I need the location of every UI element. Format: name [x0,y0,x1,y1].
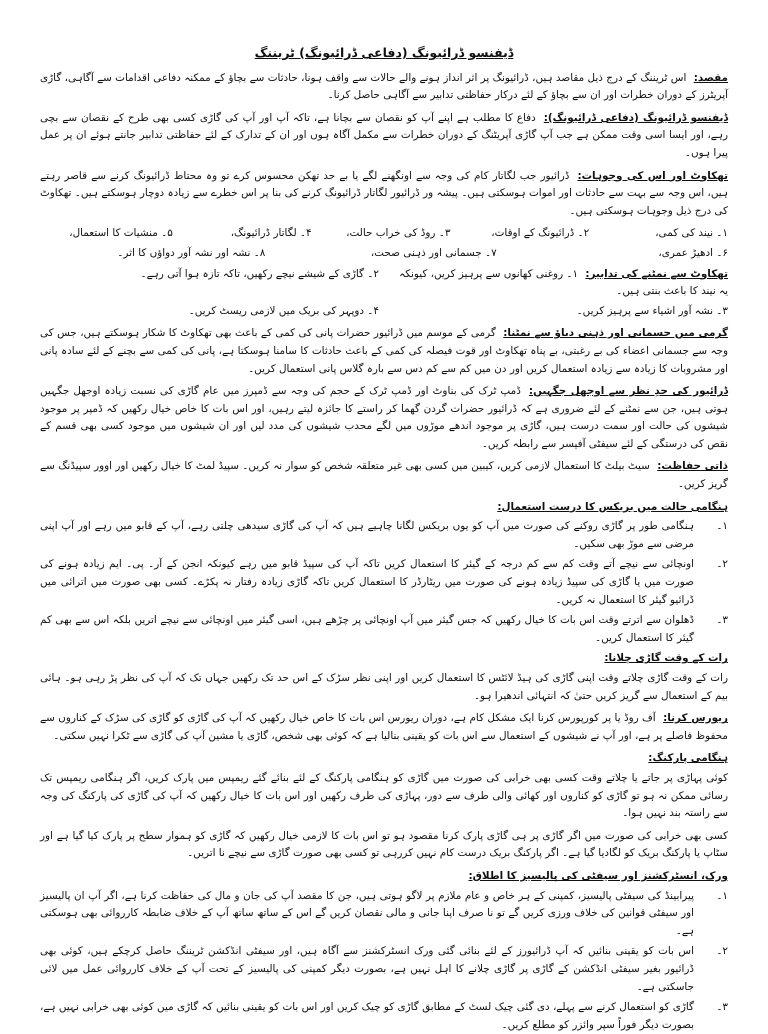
night-driving-text: رات کے وقت گاڑی چلاتے وقت اپنی گاڑی کی ہیڈ لائٹس کا استعمال کریں اور اپنی نظر سڑک کے اس حد تک رکھیں جہاں تک کہ آپ کی نظر پڑ رہی ہو۔ ہائی بیم کے استعمال سے گریز کریں حتیٰ کہ انتہائی اندھیرا ہو۔ [40,672,728,702]
emergency-parking-text-2: کسی بھی خرابی کی صورت میں اگر گاڑی پر ہی گاڑی پارک کرنا مقصود ہو تو اس بات کا لازمی خیال رکھیں کہ گاڑی کو ہموار سطح پر پارک کیا گیا ہے اور سٹاپ یا پارکنگ بریک کو لگادیا گیا ہے۔ اگر پارکنگ بریک درست کام نہیں کررہی تو کسی بھی صورت گاڑی سے نیچے نا اتریں۔ [40,829,728,860]
fatigue-cause: ۱۔ نیند کی کمی، [655,227,728,240]
definition-paragraph [40,110,728,163]
list-number: ۲۔ [716,945,728,958]
fatigue-measure [389,266,728,301]
fatigue-cause: ۸۔ نشہ اور نشہ آور دواؤں کا اثر۔ [117,246,266,259]
heat-label: گرمی میں جسمانی اور ذہنی دباؤ سے نمٹنا: [503,327,728,340]
fatigue-text: ڈرائیور جب لگاتار کام کی وجہ سے اونگھنے لگے یا بے حد تھکن محسوس کرے تو وہ محتاط ڈرائیونگ کرنے سے قاصر رہتے ہیں، اس وجہ سے بہت سے حادثات اور اموات ہوسکتی ہیں۔ پیشہ ور ڈرائیور لگاتار ڈرائیونگ کرنے کی بنا پر اس خطرے سے زیادہ دوچار ہوسکتے ہیں۔ تھکاوٹ کی درج ذیل وجوہات ہوسکتی ہیں۔ [40,169,728,217]
fatigue-cause: ۴۔ لگاتار ڈرائیونگ، [230,227,312,240]
emergency-parking-heading: ہنگامی پارکنگ: [648,752,728,765]
fatigue-measure: ۳۔ نشہ آور اشیاء سے پرہیز کریں۔ [576,304,728,317]
fatigue-measures-row-2 [40,303,728,321]
list-item [40,612,728,647]
objective-text: اس ٹریننگ کے درج ذیل مقاصد ہیں، ڈرائیونگ پر اثر انداز ہونے والے حالات سے واقف ہونا، حادثات سے بچاؤ کے ممکنہ دفاعی اقدامات سے آگاہی، گاڑی آپریٹرز کے دوران خطرات اور ان سے بچاؤ کے لئے درکار حفاظتی تدابیر سے آگاہی حاصل کرنا۔ [40,71,728,102]
list-number: ۲۔ [716,558,728,571]
emergency-parking-text-1: کوئی پہاڑی پر جاتے یا چلاتے وقت کسی بھی خرابی کی صورت میں گاڑی کو ہنگامی پارکنگ کے لئے بنائے گئے ریمپس میں پارک کریں، اگر ہنگامی ریمپس تک رسائی ممکن نہ ہو تو گاڑی کو کناروں اور کھائی والی طرف سے دور، پہاڑی کی طرف رکھیں اور اس بات کا خیال رکھیں کہ آپ کی گاڑی کی پارکنگ کی وجہ سے راستہ بند نہیں ہوا۔ [40,771,728,820]
objective-paragraph [40,70,728,105]
fatigue-measures-row-1 [40,266,728,301]
list-number: ۳۔ [716,1001,728,1014]
definition-text: دفاع کا مطلب ہے اپنے آپ کو نقصان سے بچانا ہے، تاکہ آپ اور آپ کی گاڑی کسی بھی طرح کے نقصان سے بچی رہے، اور ایسا اسی وقت ممکن ہے جب آپ گاڑی آپریٹنگ کے دوران خطرات سے مکمل آگاہ ہوں اور ان کے تدارک کے لئے حفاظتی تدابیر جانتے ہوئے ان پر عمل پیرا ہوں۔ [40,111,728,159]
list-text: پیرابینڈ کی سیفٹی پالیسیز، کمپنی کے ہر خاص و عام ملازم پر لاگو ہوتی ہیں، جن کا مقصد آپ کی جان و مال کی حفاظت کرنا ہے، اگر آپ ان پالیسیز اور سیفٹی قوانین کی خلاف ورزی کریں گے تو نا صرف اپنا جانی و مالی نقصان کریں گے اس کے ساتھ ساتھ آپ کے خلاف ضابطہ کارروائی بھی ہوسکتی ہے۔ [40,889,694,937]
blind-spots-text: ڈمپ ٹرک کی بناوٹ اور ڈمپ ٹرک کے حجم کی وجہ سے ڈمپرز میں عام گاڑی کی نسبت زیادہ اوجھل جگہیں ہوتی ہیں، جن سے نمٹنے کے لئے ضروری ہے کہ ڈرائیور حضرات گردن گھما کر راستے کا جائزہ لیتے رہیں، اور اس بات کا خاص خیال رکھیں کہ ڈمپر پر موجود شیشوں کی حالت اور سمت درست ہیں، گاڑی پر موجود اندھے موڑوں میں لگے محدب شیشوں کی مدد لیں اور ان شیشوں میں موجود کسی بھی قسم کے نقص کی درستگی کے لئے سیفٹی آفیسر سے رابطہ کریں۔ [40,385,728,450]
list-item [40,999,728,1034]
objective-label: مقصد: [693,71,728,84]
list-text: ہنگامی طور پر گاڑی روکنے کی صورت میں آپ کو یوں بریکس لگانا چاہیے ہیں کہ آپ کی گاڑی سیدھی چلتی رہے، آپ کے قابو میں رہے اور آپ اپنی مرضی سے موڑ بھی سکیں۔ [40,520,694,550]
personal-safety-paragraph [40,458,728,493]
night-driving-heading: رات کے وقت گاڑی چلانا: [604,652,728,665]
list-number: ۱۔ [716,889,728,902]
list-number: ۱۔ [716,520,728,533]
personal-safety-text: سیٹ بیلٹ کا استعمال لازمی کریں، کیبین میں کسی بھی غیر متعلقہ شخص کو سوار نہ کریں۔ سپیڈ لمٹ کا خیال رکھیں اور اوور سپیڈنگ سے گریز کریں۔ [40,460,728,491]
fatigue-cause: ۲۔ ڈرائیونگ کے اوقات، [491,227,590,240]
fatigue-measure-text: ۱۔ روغنی کھانوں سے پرہیز کریں، کیونکہ یہ نیند کا باعث بنتی ہیں۔ [399,267,728,298]
document-title: ڈیفنسو ڈرائیونگ (دفاعی ڈرائیونگ) ٹریننگ [254,45,514,60]
list-item [40,518,728,553]
fatigue-causes-row-2 [40,245,728,263]
list-text: اونچائی سے نیچے آتے وقت کم سے کم درجہ کے گیئر کا استعمال کریں تاکہ آپ کی سپیڈ قابو میں رہے کیونکہ انجن کے آر۔ پی۔ ایم زیادہ ہونے کی صورت میں یا گاڑی کی سپیڈ زیادہ ہونے کی صورت میں ریٹارڈر کا استعمال کریں تاکہ گاڑی زیادہ رفتار نہ پکڑے۔ کسی بھی صورت میں اترائی میں ڈرائیو گیئر کا استعمال نہ کریں۔ [40,558,694,606]
fatigue-cause: ۳۔ روڈ کی خراب حالت، [346,227,451,240]
personal-safety-label: ذاتی حفاظت: [657,460,728,473]
fatigue-paragraph [40,168,728,221]
fatigue-measures-label: تھکاوٹ سے نمٹنے کی تدابیر: [585,267,728,280]
fatigue-cause: ۵۔ منشیات کا استعمال، [69,227,173,240]
list-text: ڈھلوان سے اترتے وقت اس بات کا خیال رکھیں کہ جس گیئر میں آپ اونچائی پر چڑھے ہیں، اسی گیئر میں اونچائی سے نیچے اتریں بلکہ اس سے بھی کم گیئر کا استعمال کریں۔ [40,614,694,644]
blind-spots-label: ڈرائیور کی حدِ نظر سے اوجھل جگہیں: [528,385,728,398]
list-item [40,556,728,609]
policy-heading: ورک، انسٹرکشنز اور سیفٹی کی پالیسیز کا اطلاق: [468,869,728,882]
list-item [40,888,728,941]
definition-label: ڈیفنسو ڈرائیونگ (دفاعی ڈرائیونگ): [543,111,729,124]
list-text: گاڑی کو استعمال کرنے سے پہلے، دی گئی چیک لسٹ کے مطابق گاڑی کو چیک کریں اور اس بات کو یقینی بنائیں کہ گاڑی میں کوئی بھی خرابی نہیں ہے، بصورت دیگر فوراً سپر وائزر کو مطلع کریں۔ [40,1001,694,1031]
heat-text: گرمی کے موسم میں ڈرائیور حضرات پانی کی کمی کے باعث بھی تھکاوٹ کا شکار ہوسکتے ہیں، جس کی وجہ سے جسمانی اعضاء کی بے رغبتی، بے پناہ تھکاوٹ اور قوت فیصلہ کی کمی کے باعث حادثات کا سامنا ہوسکتا ہے، پانی کی کمی سے بچنے کے لئے سادہ پانی اور مشروبات کا زیادہ سے زیادہ استعمال کریں اور دن میں کم سے کم دس سے بارہ گلاس پانی استعمال کریں۔ [40,327,728,375]
fatigue-cause: ۶۔ ادھیڑ عمری، [658,246,728,259]
heat-paragraph [40,325,728,378]
fatigue-causes-row-1 [40,225,728,243]
list-number: ۳۔ [716,614,728,627]
fatigue-label: تھکاوٹ اور اس کی وجوہات: [577,169,728,182]
fatigue-cause: ۷۔ جسمانی اور ذہنی صحت، [370,246,497,259]
list-item [40,943,728,996]
emergency-brakes-heading: ہنگامی حالت میں بریکس کا درست استعمال: [497,500,728,513]
reverse-label: ریورس کرنا: [663,712,728,725]
list-text: اس بات کو یقینی بنائیں کہ آپ ڈرائیورز کے لئے بنائی گئی ورک انسٹرکشنز سے آگاہ ہیں، اور سیفٹی انڈکشن ٹریننگ حاصل کرچکے ہیں، کوئی بھی ڈرائیور بغیر سیفٹی انڈکشن کے گاڑی پر گاڑی چلانے کا اہل نہیں ہے، بصورت دیگر کمپنی کی پالیسیز کے تحت آپ کے خلاف کارروائی عمل میں لائی جاسکتی ہے۔ [40,945,694,993]
reverse-paragraph [40,710,728,745]
fatigue-measure: ۴۔ دوپہر کی بریک میں لازمی ریسٹ کریں۔ [188,304,379,317]
blind-spots-paragraph [40,383,728,453]
reverse-text: آف روڈ یا پر کورپورس کرنا ایک مشکل کام ہے، دوران ریورس اس بات کا خاص خیال رکھیں کہ آپ کی گاڑی کو گاڑی کی سڑک کے کناروں سے محفوظ فاصلے پر ہے، اور آپ نے شیشوں کے استعمال سے اس بات کو یقینی بنالیا ہے کہ کوئی بھی شخص، گاڑی یا مشین آپ کی گاڑی سے ٹکرا نہیں سکتی۔ [40,712,728,742]
fatigue-measure: ۲۔ گاڑی کے شیشے نیچے رکھیں، تاکہ تازہ ہوا آتی رہے۔ [140,267,379,280]
